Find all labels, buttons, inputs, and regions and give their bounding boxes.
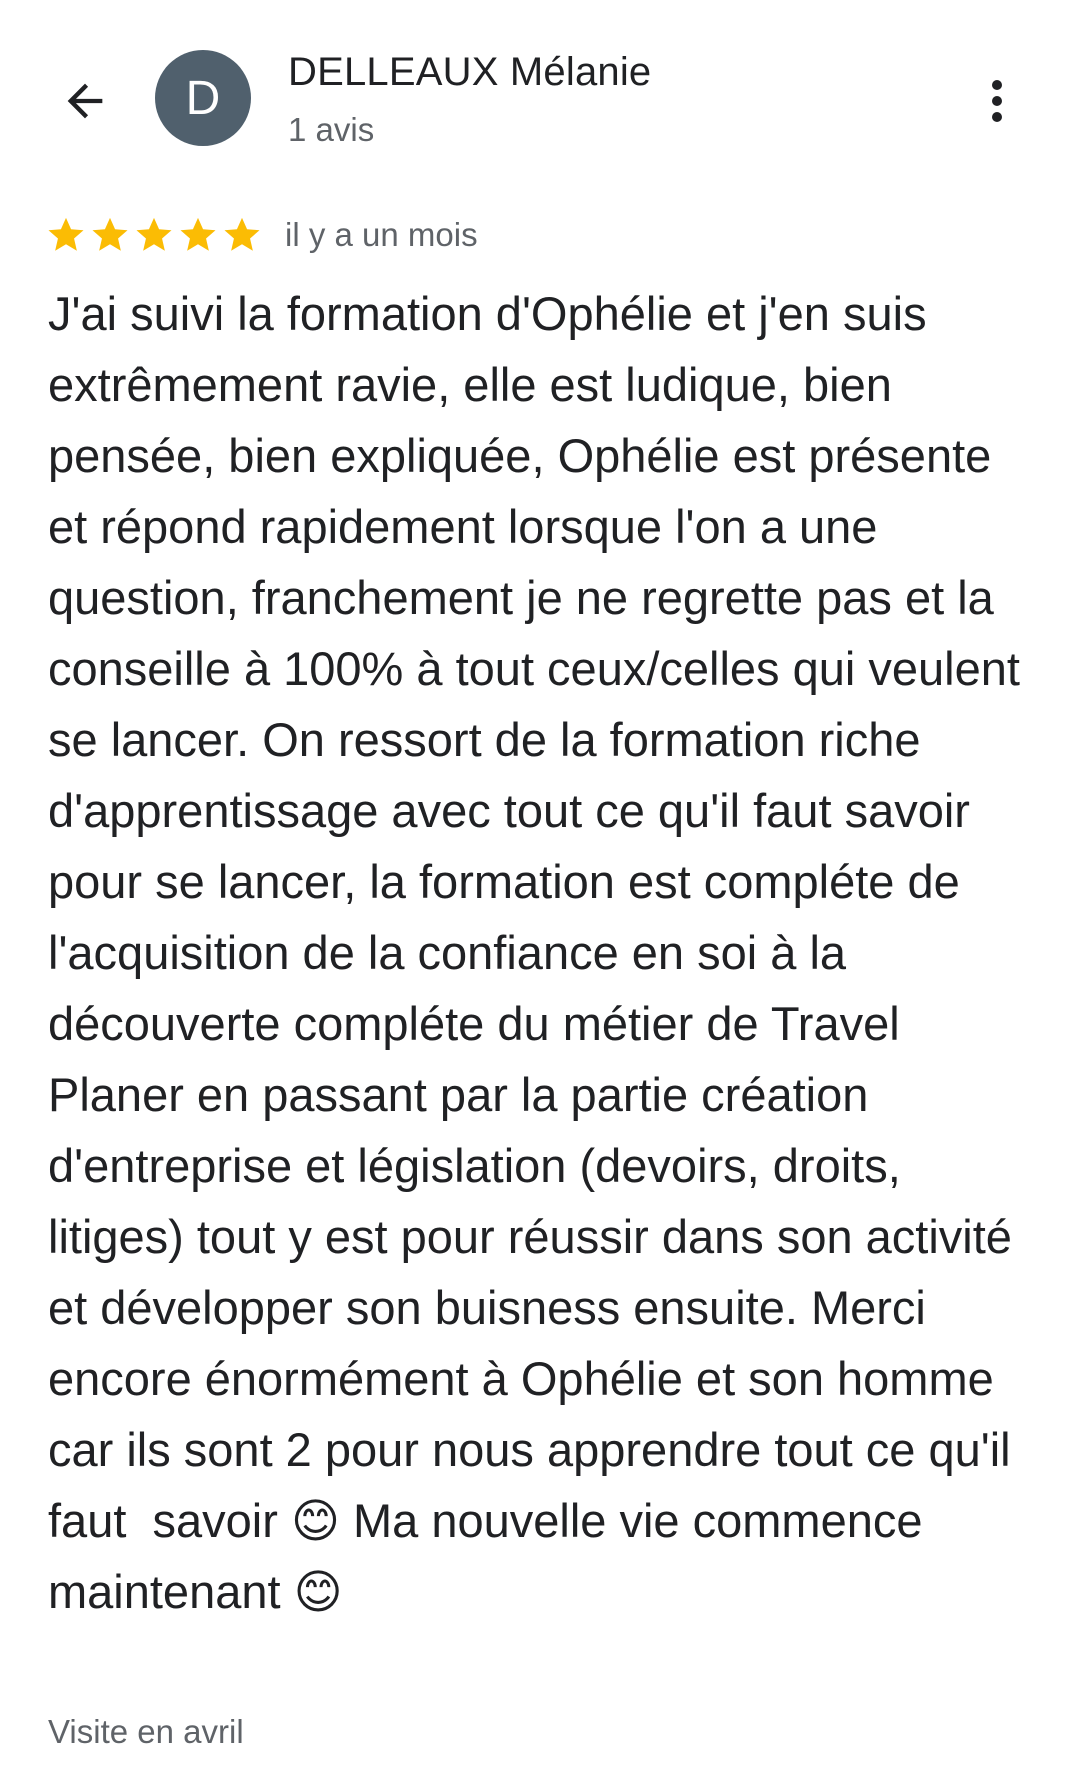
star-icon <box>221 214 263 256</box>
star-icon <box>89 214 131 256</box>
more-options-button[interactable] <box>962 66 1032 136</box>
review-text: J'ai suivi la formation d'Ophélie et j'en suis extrêmement ravie, elle est ludique, bien pensée, bien expliquée, Ophélie est présente et répond rapidement lorsque l'on a une question, franchement je ne regrette pas et la conseille à 100% à tout ceux/celles qui veulent se lancer. On ressort de la formation riche d'apprentissage avec tout ce qu'il faut savoir pour se lancer, la formation est compléte de l'acquisition de la confiance en soi à la découverte compléte du métier de Travel Planer en passant par la partie création d'entreprise et législation (devoirs, droits, litiges) tout y est pour réussir dans son activité et développer son buisness ensuite. Merci encore énormément à Ophélie et son homme car ils sont 2 pour nous apprendre tout ce qu'il faut savoir 😊 Ma nouvelle vie commence maintenant 😊 <box>48 287 1034 1618</box>
avatar-initial: D <box>185 71 221 125</box>
reviewer-name[interactable]: DELLEAUX Mélanie <box>288 50 652 94</box>
rating-row <box>45 210 478 260</box>
star-icon <box>45 214 87 256</box>
visit-info: Visite en avril <box>48 1713 244 1750</box>
more-vert-icon <box>990 79 1004 123</box>
star-icon <box>133 214 175 256</box>
arrow-back-icon <box>59 75 111 127</box>
review-count: 1 avis <box>288 111 375 148</box>
avatar[interactable] <box>155 50 251 146</box>
star-rating <box>45 214 263 256</box>
review-date: il y a un mois <box>285 216 478 253</box>
review-header <box>0 0 1080 190</box>
star-icon <box>177 214 219 256</box>
back-button[interactable] <box>50 66 120 136</box>
